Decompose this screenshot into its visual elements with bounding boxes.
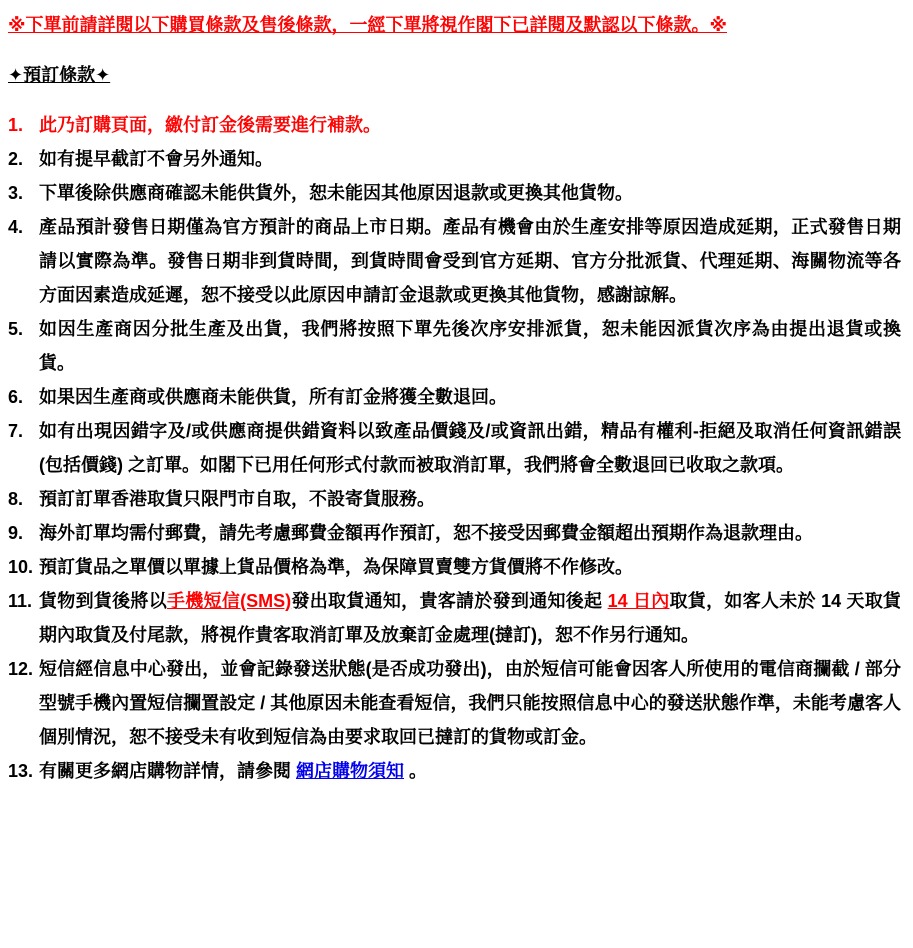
term-text-segment: 取貨，如客人未於 14 天取貨期內取貨及付尾款，將視作貴客取消訂單及放棄訂金處理(撻訂)，恕不作另行通知。 [39, 591, 902, 645]
term-text [39, 108, 901, 142]
term-text-segment: 下單後除供應商確認未能供貨外，恕未能因其他原因退款或更換其他貨物。 [39, 183, 633, 203]
term-number: 11. [8, 591, 33, 611]
term-text [39, 482, 901, 516]
section-title: ✦預訂條款✦ [8, 65, 111, 85]
term-number: 9. [8, 523, 24, 543]
term-item [8, 754, 901, 788]
term-item [8, 550, 901, 584]
term-number: 2. [8, 149, 24, 169]
term-item [8, 482, 901, 516]
term-text [39, 142, 901, 176]
term-text-segment: 產品預計發售日期僅為官方預計的商品上市日期。產品有機會由於生產安排等原因造成延期，正式發售日期請以實際為準。發售日期非到貨時間，到貨時間會受到官方延期、官方分批派貨、代理延期、海關物流等各方面因素造成延遲，恕不接受以此原因申請訂金退款或更換其他貨物，感謝諒解。 [39, 217, 901, 305]
term-number: 6. [8, 387, 24, 407]
term-item [8, 176, 901, 210]
term-text [39, 312, 901, 380]
term-text-segment: 發出取貨通知，貴客請於發到通知後起 [291, 591, 608, 611]
term-number: 10. [8, 557, 34, 577]
term-item [8, 142, 901, 176]
shop-guide-link[interactable]: 網店購物須知 [296, 761, 404, 781]
term-text-segment: 海外訂單均需付郵費，請先考慮郵費金額再作預訂，恕不接受因郵費金額超出預期作為退款理由。 [39, 523, 813, 543]
terms-list [8, 108, 901, 788]
warning-banner: ※下單前請詳閱以下購買條款及售後條款，一經下單將視作閣下已詳閱及默認以下條款。※ [8, 15, 727, 35]
term-text [39, 584, 901, 652]
term-text [39, 176, 901, 210]
term-text-segment: 如有提早截訂不會另外通知。 [39, 149, 273, 169]
term-number: 4. [8, 217, 24, 237]
term-item [8, 652, 901, 754]
term-text [39, 414, 901, 482]
term-item [8, 312, 901, 380]
term-number: 12. [8, 659, 34, 679]
term-text [39, 516, 901, 550]
term-text-segment: 預訂貨品之單價以單據上貨品價格為準，為保障買賣雙方貨價將不作修改。 [39, 557, 633, 577]
term-text [39, 210, 901, 312]
term-text-segment: 此乃訂購頁面，繳付訂金後需要進行補款。 [39, 115, 381, 135]
term-item [8, 584, 901, 652]
term-text-segment: 短信經信息中心發出，並會記錄發送狀態(是否成功發出)，由於短信可能會因客人所使用的電信商攔截 / 部分型號手機內置短信攔置設定 / 其他原因未能查看短信，我們只能按照信息中心的發送狀態作準，未能考慮客人個別情況，恕不接受未有收到短信為由要求取回已撻訂的貨物或訂金。 [39, 659, 901, 747]
term-text-segment: 預訂訂單香港取貨只限門市自取，不設寄貨服務。 [39, 489, 435, 509]
term-text [39, 550, 901, 584]
term-number: 7. [8, 421, 24, 441]
term-text-segment: 如果因生產商或供應商未能供貨，所有訂金將獲全數退回。 [39, 387, 507, 407]
term-item [8, 516, 901, 550]
term-text-segment: 如有出現因錯字及/或供應商提供錯資料以致產品價錢及/或資訊出錯，精品有權利-拒絕及取消任何資訊錯誤(包括價錢) 之訂單。如閣下已用任何形式付款而被取消訂單，我們將會全數退回已收取之款項。 [39, 421, 901, 475]
term-text-segment: 如因生產商因分批生產及出貨，我們將按照下單先後次序安排派貨，恕未能因派貨次序為由提出退貨或換貨。 [39, 319, 901, 373]
term-item [8, 380, 901, 414]
term-number: 3. [8, 183, 24, 203]
term-item [8, 414, 901, 482]
term-text [39, 754, 901, 788]
term-text-segment: 。 [404, 761, 428, 781]
term-text [39, 652, 901, 754]
term-item [8, 108, 901, 142]
term-text-segment: 貨物到貨後將以 [39, 591, 168, 611]
term-text [39, 380, 901, 414]
term-text-segment: 14 日內 [607, 591, 670, 611]
term-item [8, 210, 901, 312]
term-text-segment: 有關更多網店購物詳情，請參閱 [39, 761, 296, 781]
term-number: 5. [8, 319, 24, 339]
term-text-segment: 手機短信(SMS) [167, 591, 292, 611]
term-number: 13. [8, 761, 34, 781]
term-number: 1. [8, 115, 24, 135]
term-number: 8. [8, 489, 24, 509]
